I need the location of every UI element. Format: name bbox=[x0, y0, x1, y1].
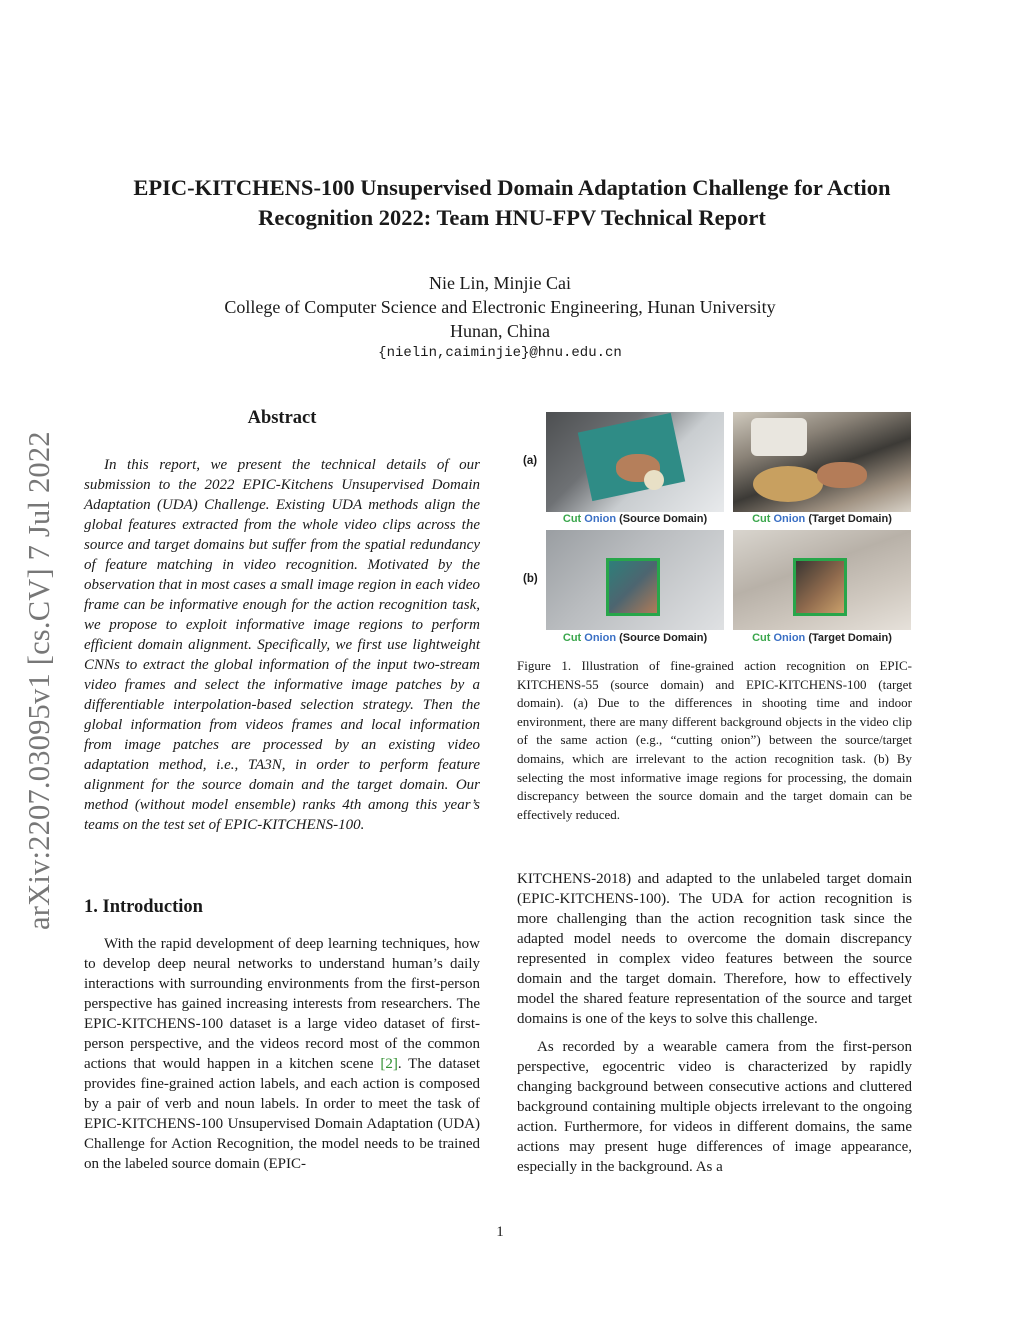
figure-row-a-target-label bbox=[733, 513, 911, 525]
intro-text-b: . The dataset provides fine-grained action labels, and each action is composed by a pair of verb and noun labels. In order to meet the task of EPIC-KITCHENS-100 Unsupervised Domain Adaptation (UDA) Challenge for Action Recognition, the model needs to be trained on the labeled source domain (EPIC- bbox=[84, 1056, 480, 1172]
word-cut: Cut bbox=[752, 513, 771, 525]
word-cut: Cut bbox=[562, 513, 582, 525]
domain-label: (Source Domain) bbox=[619, 513, 708, 525]
arxiv-stamp: arXiv:2207.03095v1 [cs.CV] 7 Jul 2022 bbox=[22, 431, 56, 930]
title-line-1: EPIC-KITCHENS-100 Unsupervised Domain Adaptation Challenge for Action bbox=[133, 175, 891, 200]
hand bbox=[817, 462, 867, 488]
word-onion: Onion bbox=[584, 632, 617, 644]
source-frame-cropped bbox=[546, 530, 724, 630]
figure-label-b: (b) bbox=[523, 573, 538, 585]
figure-row-b-target-label bbox=[733, 632, 911, 644]
figure-label-a: (a) bbox=[523, 455, 538, 467]
introduction-text bbox=[84, 934, 480, 1174]
word-cut: Cut bbox=[752, 632, 771, 644]
toaster bbox=[751, 418, 807, 456]
citation-link[interactable]: [2] bbox=[380, 1056, 398, 1072]
bowl bbox=[753, 466, 823, 502]
author-block bbox=[0, 271, 1000, 343]
email: {nielin,caiminjie}@hnu.edu.cn bbox=[378, 345, 622, 361]
word-cut: Cut bbox=[562, 632, 582, 644]
figure-caption: Figure 1. Illustration of fine-grained action recognition on EPIC-KITCHENS-55 (source domain) and EPIC-KITCHENS-100 (target domain). (a) Due to the differences in shooting time and indoor environment, there are many different background objects in the video clip of the same action (e.g., “cutting onion”) between the source/target domains, which are irrelevant to the action recognition task. (b) By selecting the most informative image regions for processing, the domain discrepancy between the source domain and the target domain can be effectively reduced. bbox=[517, 658, 912, 822]
intro-text-a: With the rapid development of deep learning techniques, how to develop deep neural networks to understand human’s daily interactions with surrounding environments from the first-person perspective has gained increasing interests from researchers. The EPIC-KITCHENS-100 dataset is a large video dataset of first-person perspective, and the videos record most of the common actions that would happen in a kitchen scene bbox=[84, 936, 480, 1072]
abstract-heading: Abstract bbox=[247, 408, 317, 428]
source-frame-full bbox=[546, 412, 724, 512]
right-column-text bbox=[517, 869, 912, 1177]
domain-label: (Source Domain) bbox=[619, 632, 708, 644]
intro-paragraph bbox=[84, 934, 480, 1174]
word-onion: Onion bbox=[773, 632, 806, 644]
abstract-text: In this report, we present the technical details of our submission to the 2022 EPIC-Kitchens Unsupervised Domain Adaptation (UDA) Challenge. Existing UDA methods align the global features extracted from the whole video clips across the source and target domains but suffer from the spatial redundancy of feature matching in video recognition. Motivated by the observation that in most cases a small image region in each video frame can be informative enough for the action recognition task, we propose to exploit informative image regions to perform efficient domain alignment. Specifically, we first use lightweight CNNs to extract the global information of the input two-stream video frames and select the informative image patches by a differentiable interpolation-based selection strategy. Then the global information from videos frames and local information from image patches are processed by an existing video adaptation method, i.e., TA3N, in order to perform feature alignment for the source domain and the target domain. Our method (without model ensemble) ranks 4th among this year’s teams on the test set of EPIC-KITCHENS-100. bbox=[84, 457, 480, 833]
page-number: 1 bbox=[496, 1224, 504, 1240]
right-paragraph-2: As recorded by a wearable camera from the first-person perspective, egocentric video is characterized by rapidly changing background between consecutive actions and cluttered background containing multiple objects irrelevant to the ongoing action. Furthermore, for videos in different domains, the same actions may present huge differences of image appearance, especially in the background. As a bbox=[517, 1039, 912, 1175]
paper-title bbox=[60, 173, 964, 233]
informative-region-box bbox=[606, 558, 660, 616]
section-heading-introduction: 1. Introduction bbox=[84, 897, 203, 917]
word-onion: Onion bbox=[584, 513, 617, 525]
informative-region-box bbox=[793, 558, 847, 616]
right-paragraph-1: KITCHENS-2018) and adapted to the unlabeled target domain (EPIC-KITCHENS-100). The UDA for action recognition is more challenging than the action recognition task since the adapted model needs to overcome the domain discrepancy represented in complex video features between the source domain and the target domain. Therefore, how to effectively model the shared feature representation of the source and target domains is one of the keys to solve this challenge. bbox=[517, 871, 912, 1027]
title-line-2: Recognition 2022: Team HNU-FPV Technical Report bbox=[258, 205, 766, 230]
word-onion: Onion bbox=[773, 513, 806, 525]
figure-row-a-source-label bbox=[546, 513, 724, 525]
location: Hunan, China bbox=[450, 321, 550, 341]
figure-row-b-source-label bbox=[546, 632, 724, 644]
abstract bbox=[84, 455, 480, 835]
domain-label: (Target Domain) bbox=[808, 632, 892, 644]
target-frame-cropped bbox=[733, 530, 911, 630]
affiliation: College of Computer Science and Electronic Engineering, Hunan University bbox=[224, 297, 776, 317]
authors: Nie Lin, Minjie Cai bbox=[429, 273, 571, 293]
domain-label: (Target Domain) bbox=[808, 513, 892, 525]
onion bbox=[644, 470, 664, 490]
target-frame-full bbox=[733, 412, 911, 512]
